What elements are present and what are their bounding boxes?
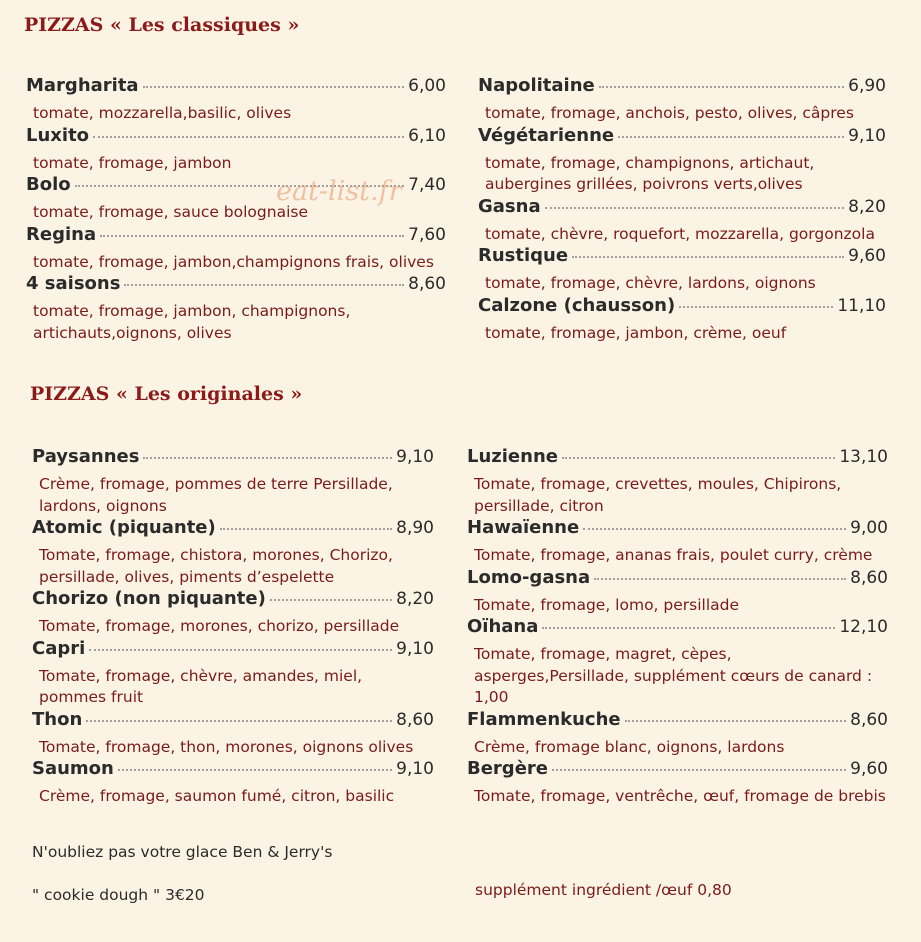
menu-item <box>32 588 434 638</box>
pizza-price: 8,60 <box>850 709 888 730</box>
dot-leader <box>625 720 847 722</box>
pizza-ingredients: Crème, fromage, pommes de terre Persillade, lardons, oignons <box>39 475 393 515</box>
pizza-ingredients: Tomate, fromage, ananas frais, poulet curry, crème <box>474 546 873 564</box>
dot-leader <box>89 649 392 651</box>
dot-leader <box>118 769 392 771</box>
pizza-ingredients: tomate, chèvre, roquefort, mozzarella, gorgonzola <box>485 224 875 243</box>
pizza-name: Hawaïenne <box>467 517 580 538</box>
pizza-ingredients: tomate, fromage, sauce bolognaise <box>33 203 308 221</box>
dot-leader <box>618 136 844 138</box>
pizza-name: Rustique <box>478 245 569 266</box>
pizza-ingredients: tomate, mozzarella,basilic, olives <box>33 104 292 122</box>
pizza-price: 11,10 <box>837 295 886 316</box>
menu-item-line <box>32 638 434 660</box>
menu-item-line <box>467 709 888 731</box>
pizza-name: Luzienne <box>467 446 558 467</box>
dot-leader <box>562 457 835 459</box>
menu-item-line <box>467 758 888 780</box>
pizza-price: 8,60 <box>396 709 434 730</box>
pizza-name: Luxito <box>26 124 90 146</box>
menu-item-line <box>32 588 434 610</box>
pizza-price: 9,10 <box>396 759 434 779</box>
menu-item <box>32 758 434 808</box>
pizza-ingredients: Tomate, fromage, morones, chorizo, persillade <box>39 617 400 635</box>
dot-leader <box>599 86 844 88</box>
pizza-price: 9,60 <box>848 246 886 266</box>
pizza-name: Atomic (piquante) <box>32 517 216 538</box>
pizza-name: Regina <box>26 223 97 245</box>
menu-item-line <box>26 125 446 147</box>
pizza-price: 13,10 <box>839 447 888 467</box>
pizza-name: Margharita <box>26 75 139 96</box>
menu-item <box>26 125 446 175</box>
menu-item <box>26 273 446 344</box>
pizza-name: Thon <box>32 708 83 730</box>
dot-leader <box>86 720 392 722</box>
pizza-name: Flammenkuche <box>467 708 621 730</box>
menu-column-classiques-left <box>26 75 446 344</box>
menu-item-line <box>26 273 446 295</box>
dot-leader <box>545 207 845 209</box>
pizza-name: Lomo-gasna <box>467 566 591 588</box>
pizza-ingredients: tomate, fromage, champignons, artichaut, aubergines grillées, poivrons verts,olives <box>485 153 815 193</box>
pizza-price: 9,10 <box>396 447 434 467</box>
menu-item-line <box>32 758 434 780</box>
pizza-ingredients: tomate, fromage, chèvre, lardons, oignons <box>485 274 816 292</box>
menu-item <box>467 567 888 617</box>
pizza-name: Calzone (chausson) <box>478 294 676 316</box>
menu-item-line <box>467 616 888 638</box>
pizza-name: Napolitaine <box>478 75 595 96</box>
menu-item <box>467 758 888 808</box>
pizza-name: Oïhana <box>467 616 539 637</box>
menu-item <box>467 616 888 709</box>
menu-item <box>467 517 888 567</box>
watermark: eat-list.fr <box>276 176 402 207</box>
dot-leader <box>542 627 835 629</box>
pizza-price: 9,10 <box>848 125 886 146</box>
menu-column-originales-left <box>32 446 434 808</box>
pizza-price: 6,00 <box>408 76 446 96</box>
pizza-price: 12,10 <box>839 617 888 637</box>
menu-item <box>26 224 446 274</box>
menu-item <box>467 709 888 759</box>
pizza-price: 9,00 <box>850 518 888 538</box>
dot-leader <box>93 136 404 138</box>
menu-item <box>32 446 434 517</box>
menu-item-line <box>32 446 434 468</box>
menu-item <box>467 446 888 517</box>
pizza-price: 8,90 <box>396 518 434 538</box>
pizza-ingredients: tomate, fromage, anchois, pesto, olives, câpres <box>485 104 854 122</box>
pizza-name: Bolo <box>26 174 71 195</box>
menu-item <box>478 295 886 345</box>
menu-item-line <box>467 446 888 468</box>
pizza-ingredients: Tomate, fromage, chistora, morones, Chorizo, persillade, olives, piments d’espelette <box>39 546 393 586</box>
pizza-name: 4 saisons <box>26 273 121 294</box>
menu-item-line <box>467 517 888 539</box>
pizza-ingredients: Crème, fromage, saumon fumé, citron, basilic <box>39 787 395 805</box>
dot-leader <box>552 769 846 771</box>
dot-leader <box>100 235 404 237</box>
pizza-ingredients: Tomate, fromage, crevettes, moules, Chipirons, persillade, citron <box>474 475 842 515</box>
pizza-ingredients: tomate, fromage, jambon <box>33 153 232 172</box>
note-glace: N'oubliez pas votre glace Ben & Jerry's <box>32 843 333 861</box>
pizza-price: 7,40 <box>408 175 446 195</box>
pizza-price: 8,20 <box>396 589 434 609</box>
menu-item-line <box>478 245 886 267</box>
pizza-ingredients: Crème, fromage blanc, oignons, lardons <box>474 737 785 756</box>
menu-item <box>26 75 446 125</box>
menu-item <box>32 517 434 588</box>
pizza-ingredients: tomate, fromage, jambon, crème, oeuf <box>485 323 787 342</box>
dot-leader <box>679 306 833 308</box>
menu-item <box>478 125 886 196</box>
dot-leader <box>220 528 392 530</box>
section-title-classiques: PIZZAS « Les classiques » <box>24 14 300 36</box>
pizza-ingredients: Tomate, fromage, ventrêche, œuf, fromage de brebis <box>474 787 886 805</box>
pizza-name: Végétarienne <box>478 124 615 146</box>
dot-leader <box>143 457 392 459</box>
menu-item-line <box>26 75 446 97</box>
pizza-price: 8,20 <box>848 196 886 217</box>
menu-column-classiques-right <box>478 75 886 344</box>
note-cookie-dough: " cookie dough " 3€20 <box>32 886 205 904</box>
pizza-ingredients: Tomate, fromage, chèvre, amandes, miel, pommes fruit <box>39 666 363 706</box>
note-supplement: supplément ingrédient /œuf 0,80 <box>475 881 732 899</box>
menu-item <box>478 75 886 125</box>
dot-leader <box>124 284 404 286</box>
dot-leader <box>572 256 844 258</box>
menu-item-line <box>478 75 886 97</box>
menu-column-originales-right <box>467 446 888 808</box>
pizza-name: Gasna <box>478 195 541 217</box>
pizza-ingredients: Tomate, fromage, thon, morones, oignons olives <box>39 737 414 756</box>
pizza-price: 6,10 <box>408 125 446 146</box>
pizza-name: Saumon <box>32 758 114 779</box>
menu-item-line <box>467 567 888 589</box>
pizza-ingredients: tomate, fromage, jambon, champignons, artichauts,oignons, olives <box>33 302 351 342</box>
pizza-name: Capri <box>32 637 86 659</box>
menu-item-line <box>478 125 886 147</box>
dot-leader <box>270 599 392 601</box>
menu-item-line <box>32 709 434 731</box>
menu-item-line <box>478 196 886 218</box>
section-title-originales: PIZZAS « Les originales » <box>30 383 303 405</box>
pizza-ingredients: Tomate, fromage, lomo, persillade <box>474 595 740 614</box>
dot-leader <box>583 528 846 530</box>
pizza-name: Chorizo (non piquante) <box>32 588 266 609</box>
menu-item <box>32 709 434 759</box>
pizza-ingredients: tomate, fromage, jambon,champignons frais, olives <box>33 252 434 271</box>
menu-item <box>478 196 886 246</box>
pizza-ingredients: Tomate, fromage, magret, cèpes, asperges,Persillade, supplément cœurs de canard : 1,00 <box>474 645 873 706</box>
menu-item <box>478 245 886 295</box>
dot-leader <box>594 578 846 580</box>
pizza-price: 7,60 <box>408 224 446 245</box>
pizza-price: 9,60 <box>850 759 888 779</box>
pizza-price: 8,60 <box>408 274 446 294</box>
menu-item-line <box>478 295 886 317</box>
pizza-price: 8,60 <box>850 567 888 588</box>
pizza-name: Paysannes <box>32 446 140 467</box>
pizza-price: 6,90 <box>848 76 886 96</box>
menu-item-line <box>26 224 446 246</box>
menu-item <box>32 638 434 709</box>
dot-leader <box>143 86 405 88</box>
pizza-name: Bergère <box>467 758 548 779</box>
menu-item-line <box>32 517 434 539</box>
pizza-price: 9,10 <box>396 638 434 659</box>
